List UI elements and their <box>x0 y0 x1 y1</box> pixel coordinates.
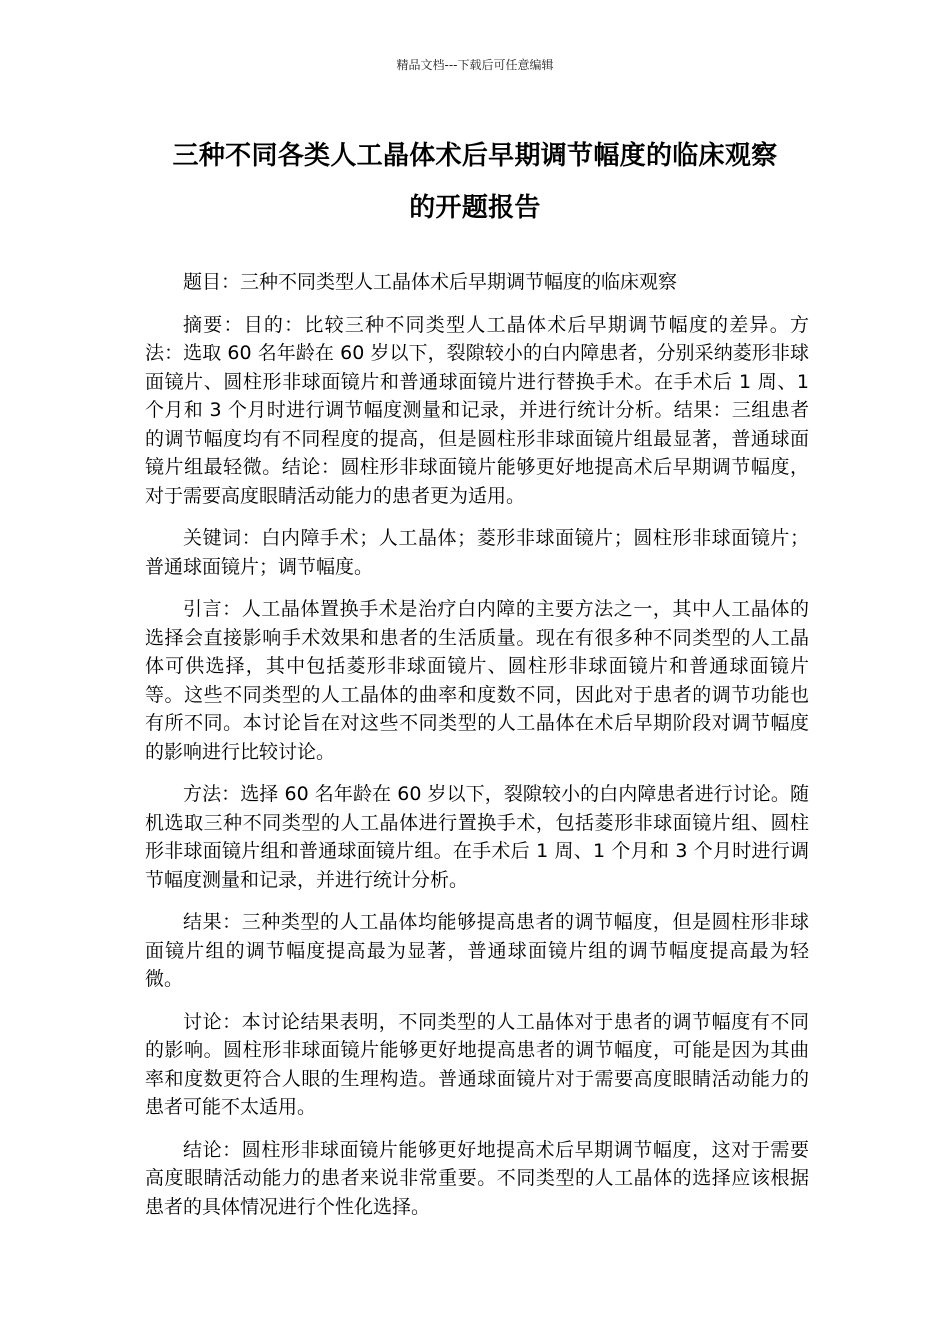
title-line-2: 的开题报告 <box>409 193 541 223</box>
topic-paragraph: 题目：三种不同类型人工晶体术后早期调节幅度的临床观察 <box>183 271 678 293</box>
title-line-1: 三种不同各类人工晶体术后早期调节幅度的临床观察 <box>172 141 778 171</box>
abstract-paragraph: 摘要：目的：比较三种不同类型人工晶体术后早期调节幅度的差异。方法：选取 60 名年龄在 60 岁以下，裂隙较小的白内障患者，分别采纳菱形非球面镜片、圆柱形非球面镜片和普通球面镜片进行替换手术。在手术后 1 周、1 个月和 3 个月时进行调节幅度测量和记录，并进行统计分析。结果：三组患者的调节幅度均有不同程度的提高，但是圆柱形非球面镜片组最显著，普通球面镜片组最轻微。结论：圆柱形非球面镜片能够更好地提高术后早期调节幅度，对于需要高度眼睛活动能力的患者更为适用。 <box>145 313 809 507</box>
page-header: 精品文档---下载后可任意编辑 <box>396 58 554 72</box>
results-paragraph: 结果：三种类型的人工晶体均能够提高患者的调节幅度，但是圆柱形非球面镜片组的调节幅度提高最为显著，普通球面镜片组的调节幅度提高最为轻微。 <box>145 911 809 990</box>
document-body <box>145 268 809 1235</box>
methods-paragraph: 方法：选择 60 名年龄在 60 岁以下，裂隙较小的白内障患者进行讨论。随机选取三种不同类型的人工晶体进行置换手术，包括菱形非球面镜片组、圆柱形非球面镜片组和普通球面镜片组。在手术后 1 周、1 个月和 3 个月时进行调节幅度测量和记录，并进行统计分析。 <box>145 783 809 891</box>
conclusion-paragraph: 结论：圆柱形非球面镜片能够更好地提高术后早期调节幅度，这对于需要高度眼睛活动能力的患者来说非常重要。不同类型的人工晶体的选择应该根据患者的具体情况进行个性化选择。 <box>145 1138 809 1218</box>
introduction-paragraph: 引言：人工晶体置换手术是治疗白内障的主要方法之一，其中人工晶体的选择会直接影响手术效果和患者的生活质量。现在有很多种不同类型的人工晶体可供选择，其中包括菱形非球面镜片、圆柱形非球面镜片和普通球面镜片等。这些不同类型的人工晶体的曲率和度数不同，因此对于患者的调节功能也有所不同。本讨论旨在对这些不同类型的人工晶体在术后早期阶段对调节幅度的影响进行比较讨论。 <box>145 598 809 763</box>
keywords-paragraph: 关键词：白内障手术；人工晶体；菱形非球面镜片；圆柱形非球面镜片；普通球面镜片；调节幅度。 <box>145 527 809 578</box>
document-title <box>130 130 820 234</box>
discussion-paragraph: 讨论：本讨论结果表明，不同类型的人工晶体对于患者的调节幅度有不同的影响。圆柱形非球面镜片能够更好地提高患者的调节幅度，可能是因为其曲率和度数更符合人眼的生理构造。普通球面镜片对于需要高度眼睛活动能力的患者可能不太适用。 <box>145 1010 809 1118</box>
